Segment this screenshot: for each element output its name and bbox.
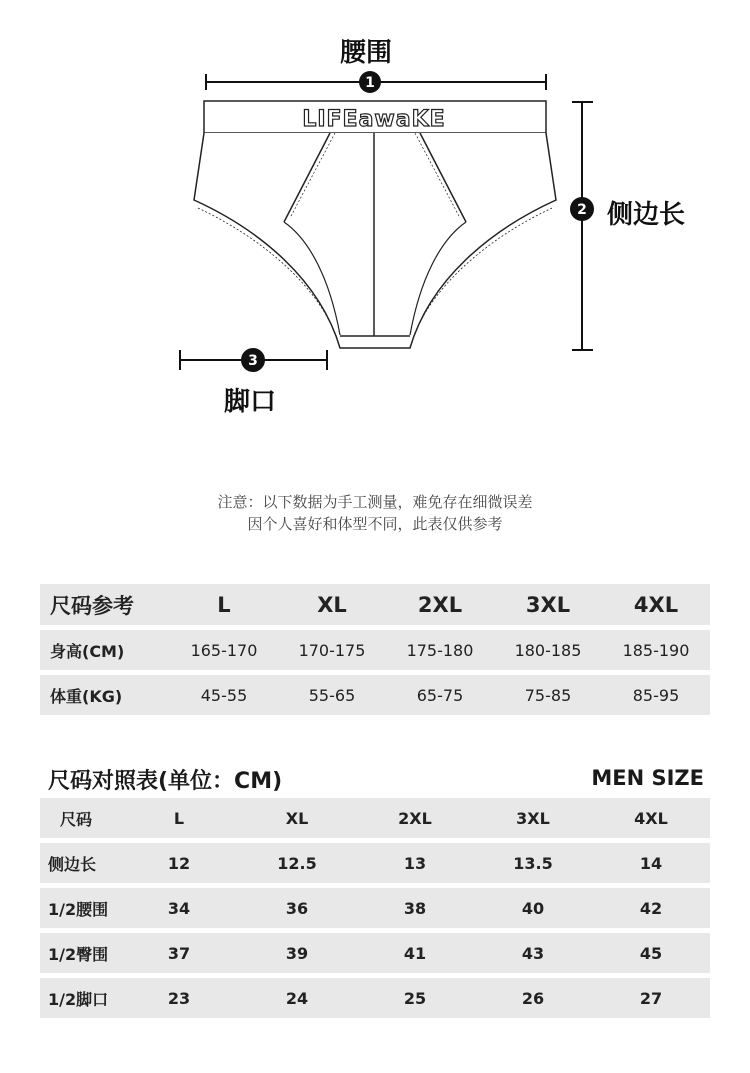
table-cell: 27 [639, 988, 663, 1008]
leg-opening-label: 脚口 [224, 387, 277, 417]
size-chart-subtitle: MEN SIZE [591, 766, 704, 790]
table-cell: 41 [403, 943, 427, 963]
row-label: 1/2脚口 [48, 989, 109, 1009]
table-header-cell: 3XL [516, 808, 550, 828]
table-cell: 37 [167, 943, 191, 963]
table-cell: 25 [403, 988, 427, 1008]
table-header-row [40, 584, 710, 625]
row-label: 侧边长 [48, 854, 97, 874]
waist-label: 腰围 [340, 38, 393, 68]
size-chart-title: 尺码对照表(单位：CM) [48, 769, 283, 794]
badge-1-icon [359, 71, 381, 93]
badge-2-icon [570, 197, 594, 221]
table-cell: 175-180 [406, 640, 474, 660]
row-label: 体重(KG) [50, 686, 123, 706]
table-cell: 75-85 [524, 685, 572, 705]
table-row [40, 978, 710, 1018]
table-cell: 43 [521, 943, 545, 963]
svg-text:2: 2 [577, 202, 587, 218]
disclaimer-line-1: 注意：以下数据为手工测量，难免存在细微误差 [217, 493, 533, 511]
table-row [40, 888, 710, 928]
size-chart-table [40, 798, 710, 1023]
table-row [40, 843, 710, 883]
table-cell: 38 [403, 898, 427, 918]
table-cell: 185-190 [622, 640, 690, 660]
table-cell: 13 [403, 853, 427, 873]
row-label: 身高(CM) [50, 641, 125, 661]
side-dimension-line [572, 102, 593, 350]
table-header-cell: L [173, 808, 185, 828]
side-length-label: 侧边长 [607, 200, 686, 230]
table-header-row [40, 798, 710, 838]
table-cell: 12.5 [277, 853, 317, 873]
table-cell: 24 [285, 988, 309, 1008]
row-label: 1/2腰围 [48, 899, 109, 919]
table-header-cell: 3XL [525, 592, 571, 617]
table-cell: 40 [521, 898, 545, 918]
badge-3-icon [241, 348, 265, 372]
table-cell: 42 [639, 898, 663, 918]
table-cell: 13.5 [513, 853, 553, 873]
size-reference-table [40, 584, 710, 720]
table-header-cell: 4XL [634, 808, 668, 828]
table-header-cell: XL [285, 808, 309, 828]
table-cell: 180-185 [514, 640, 582, 660]
table-cell: 34 [167, 898, 191, 918]
table-cell: 45 [639, 943, 663, 963]
table-cell: 170-175 [298, 640, 366, 660]
briefs-illustration [194, 101, 556, 348]
table-cell: 55-65 [308, 685, 356, 705]
table-row [40, 675, 710, 715]
table-cell: 23 [167, 988, 191, 1008]
brand-logo: LIFEawaKE [302, 107, 446, 132]
table-cell: 39 [285, 943, 309, 963]
row-label: 1/2臀围 [48, 944, 109, 964]
table-cell: 36 [285, 898, 309, 918]
table-row [40, 630, 710, 670]
disclaimer-line-2: 因个人喜好和体型不同，此表仅供参考 [247, 515, 503, 533]
svg-text:3: 3 [248, 353, 258, 369]
table-cell: 12 [167, 853, 191, 873]
table-header-cell: L [217, 592, 231, 617]
table-cell: 85-95 [632, 685, 680, 705]
table-header-cell: XL [317, 592, 347, 617]
table-header-cell: 尺码参考 [50, 593, 134, 618]
table-cell: 165-170 [190, 640, 258, 660]
table-cell: 26 [521, 988, 545, 1008]
table-cell: 45-55 [200, 685, 248, 705]
svg-text:1: 1 [365, 75, 375, 91]
table-header-cell: 4XL [633, 592, 679, 617]
table-cell: 14 [639, 853, 663, 873]
table-header-cell: 尺码 [60, 809, 93, 829]
table-row [40, 933, 710, 973]
table-header-cell: 2XL [398, 808, 432, 828]
table-header-cell: 2XL [417, 592, 463, 617]
table-cell: 65-75 [416, 685, 464, 705]
